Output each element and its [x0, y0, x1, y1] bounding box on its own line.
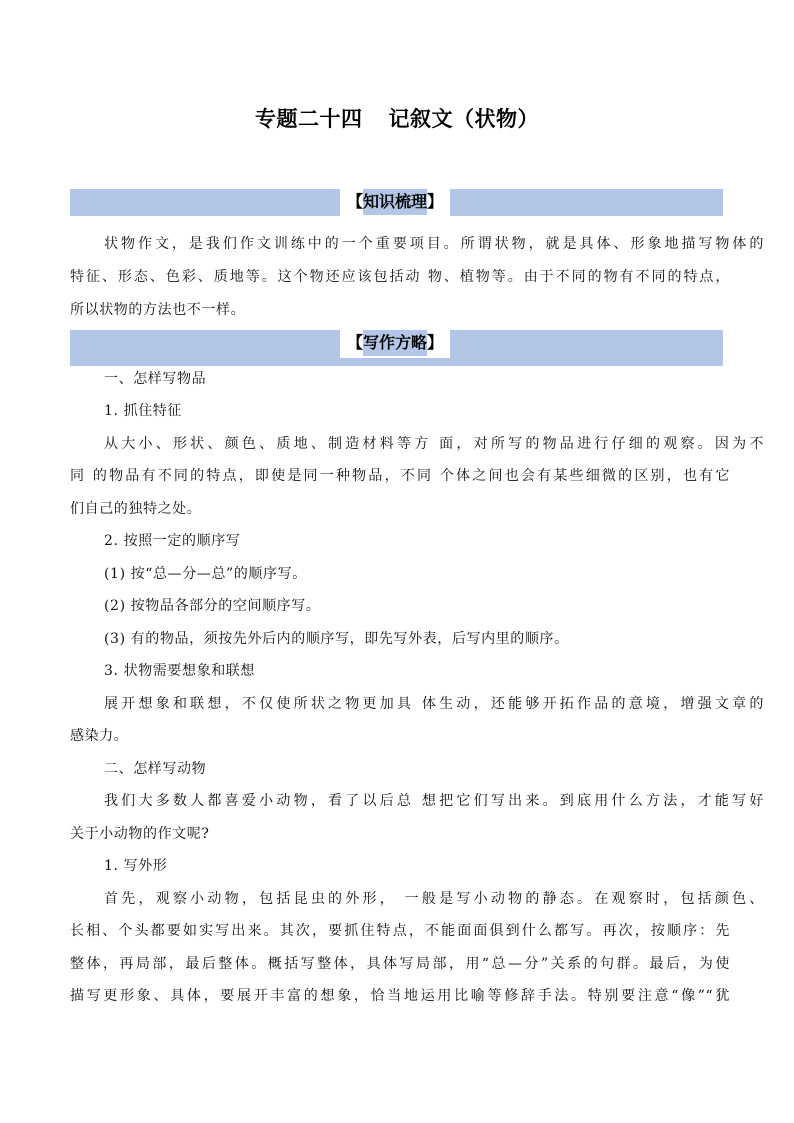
subheading: 一、怎样写物品: [104, 371, 207, 387]
body-line: 我们大多数人都喜爱小动物，看了以后总 想把它们写出来。到底用什么方法，才能写好: [104, 793, 764, 809]
subheading: 2. 按照一定的顺序写: [104, 533, 241, 549]
intro-line: 所以状物的方法也不一样。: [70, 302, 246, 318]
list-item: (1) 按“总—分—总”的顺序写。: [104, 566, 307, 582]
bracket-open: 【: [346, 333, 363, 352]
section-banner-writing-strategy: [70, 330, 723, 366]
body-line: 描写更形象、具体，要展开丰富的想象，恰当地运用比喻等修辞手法。特别要注意“像”“犹: [70, 988, 730, 1004]
section-heading-writing-strategy: [340, 330, 450, 358]
body-line: 展开想象和联想，不仅使所状之物更加具 体生动，还能够开拓作品的意境，增强文章的: [104, 696, 764, 712]
bracket-close: 】: [427, 192, 444, 211]
body-line: 关于小动物的作文呢?: [70, 826, 210, 842]
bracket-open: 【: [346, 192, 363, 211]
subheading: 1. 抓住特征: [104, 403, 183, 419]
bracket-close: 】: [427, 333, 444, 352]
subheading: 3. 状物需要想象和联想: [104, 663, 256, 679]
body-line: 整体，再局部，最后整体。概括写整体，具体写局部，用“总—分”关系的句群。最后，为使: [70, 956, 730, 972]
body-line: 从大小、形状、颜色、质地、制造材料等方 面，对所写的物品进行仔细的观察。因为不: [104, 436, 764, 452]
list-item: (2) 按物品各部分的空间顺序写。: [104, 598, 321, 614]
subheading: 二、怎样写动物: [104, 761, 207, 777]
body-line: 首先，观察小动物，包括昆虫的外形， 一般是写小动物的静态。在观察时，包括颜色、: [104, 891, 764, 907]
body-line: 长相、个头都要如实写出来。其次，要抓住特点，不能面面俱到什么都写。再次，按顺序：先: [70, 923, 730, 939]
intro-line: 状物作文，是我们作文训练中的一个重要项目。所谓状物，就是具体、形象地描写物体的: [104, 236, 764, 252]
section-banner-knowledge: [70, 189, 723, 216]
title-topic-name: 记叙文（状物）: [388, 107, 539, 131]
body-line: 们自己的独特之处。: [70, 501, 202, 517]
page-title: [0, 103, 794, 133]
section-heading-knowledge: [340, 189, 450, 216]
list-item: (3) 有的物品，须按先外后内的顺序写，即先写外表，后写内里的顺序。: [104, 631, 569, 647]
body-line: 同 的物品有不同的特点，即使是同一种物品，不同 个体之间也会有某些细微的区别，也有它: [70, 468, 730, 484]
intro-line: 特征、形态、色彩、质地等。这个物还应该包括动 物、植物等。由于不同的物有不同的特点，: [70, 269, 730, 285]
section-heading-text: 知识梳理: [363, 189, 427, 215]
title-topic-number: 专题二十四: [255, 107, 363, 131]
body-line: 感染力。: [70, 728, 129, 744]
subheading: 1. 写外形: [104, 858, 168, 874]
section-heading-text: 写作方略: [363, 330, 427, 356]
